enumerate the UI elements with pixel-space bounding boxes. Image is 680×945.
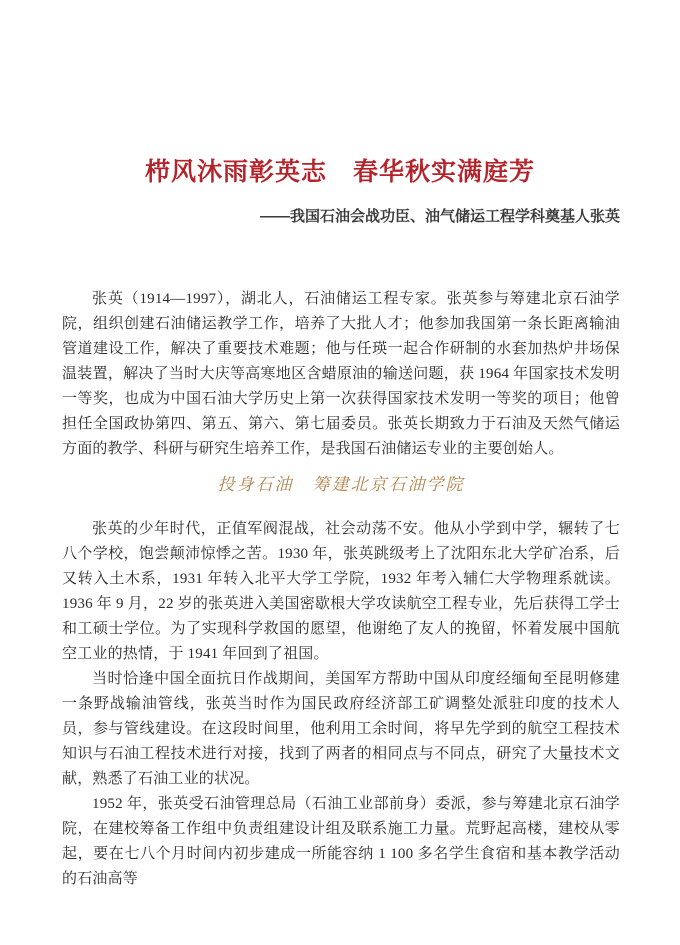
article-body	[62, 287, 620, 892]
intro-paragraph: 张英（1914—1997），湖北人，石油储运工程专家。张英参与筹建北京石油学院，组织创建石油储运教学工作，培养了大批人才；他参加我国第一条长距离输油管道建设工作，解决了重要技术难题；他与任瑛一起合作研制的水套加热炉井场保温装置，解决了当时大庆等高寒地区含蜡原油的输送问题，获 1964 年国家技术发明一等奖，也成为中国石油大学历史上第一次获得国家技术发明一等奖的项目；他曾担任全国政协第四、第五、第六、第七届委员。张英长期致力于石油及天然气储运方面的教学、科研与研究生培养工作，是我国石油储运专业的主要创始人。	[62, 291, 620, 457]
section-heading: 投身石油 筹建北京石油学院	[217, 475, 465, 494]
page-title: 栉风沐雨彰英志 春华秋实满庭芳	[144, 159, 535, 186]
section-paragraph: 1952 年，张英受石油管理总局（石油工业部前身）委派，参与筹建北京石油学院，在建校筹备工作组中负责组建设计组及联系施工力量。荒野起高楼，建校从零起，要在七八个月时间内初步建成一所能容纳 1 100 多名学生食宿和基本教学活动的石油高等	[62, 796, 620, 887]
page-subtitle: ——我国石油会战功臣、油气储运工程学科奠基人张英	[259, 208, 620, 225]
section-paragraph: 当时恰逢中国全面抗日作战期间，美国军方帮助中国从印度经缅甸至昆明修建一条野战输油管线，张英当时作为国民政府经济部工矿调整处派驻印度的技术人员，参与管线建设。在这段时间里，他利用工余时间，将早先学到的航空工程技术知识与石油工程技术进行对接，找到了两者的相同点与不同点，研究了大量技术文献，熟悉了石油工业的状况。	[62, 671, 620, 787]
section-paragraph: 张英的少年时代，正值军阀混战，社会动荡不安。他从小学到中学，辗转了七八个学校，饱尝颠沛惊悸之苦。1930 年，张英跳级考上了沈阳东北大学矿冶系，后又转入土木系，1931 年转入北平大学工学院，1932 年考入辅仁大学物理系就读。1936 年 9 月，22 岁的张英进入美国密歇根大学攻读航空工程专业，先后获得工学士和工硕士学位。为了实现科学救国的愿望，他谢绝了友人的挽留，怀着发展中国航空工业的热情，于 1941 年回到了祖国。	[62, 521, 620, 662]
